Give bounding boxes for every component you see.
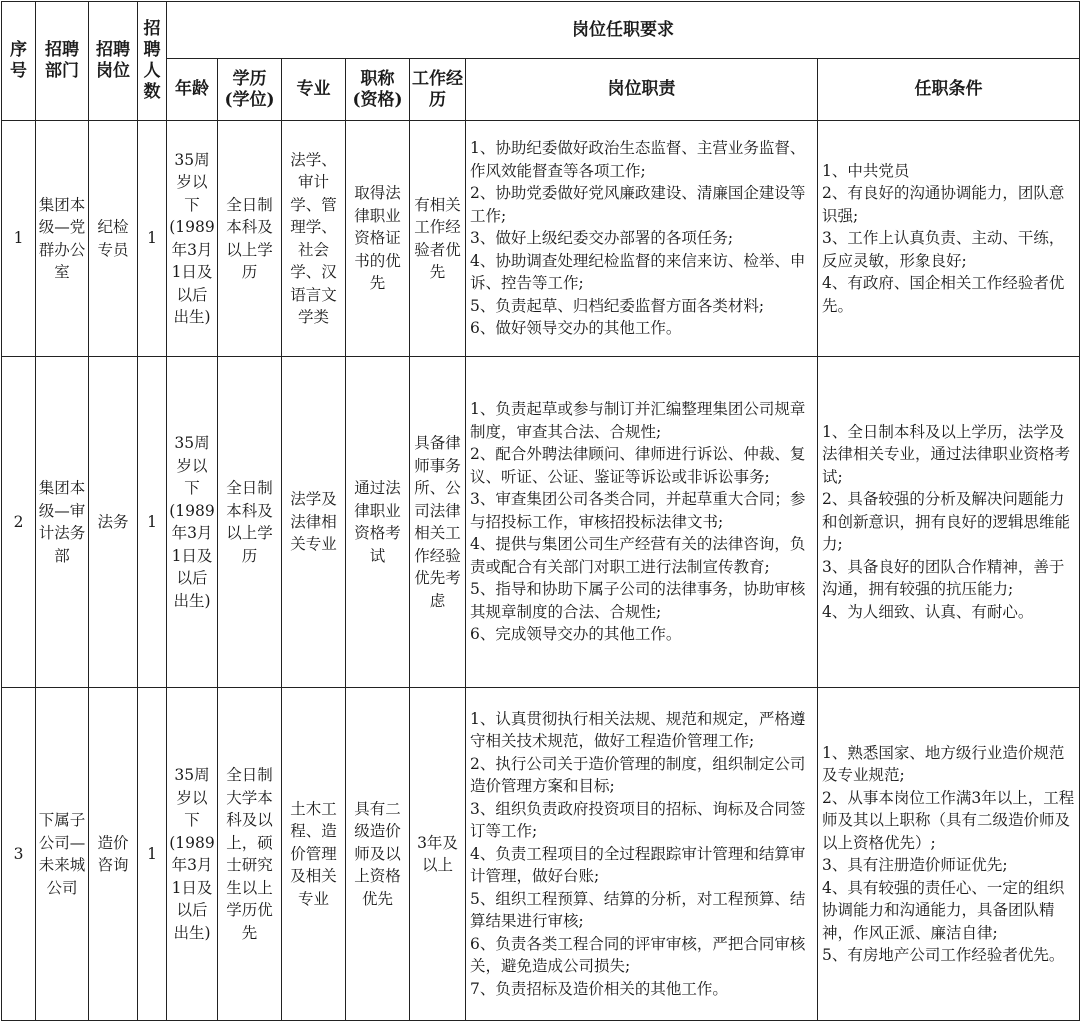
cell-experience: 3年及以上 (410, 688, 466, 1021)
condition-item: 1、熟悉国家、地方级行业造价规范及专业规范; (822, 743, 1065, 784)
cell-title: 通过法律职业资格考试 (346, 357, 410, 688)
header-age: 年龄 (167, 59, 218, 121)
cell-experience: 具备律师事务所、公司法律相关工作经验优先考虑 (410, 357, 466, 688)
cell-experience: 有相关工作经验者优先 (410, 121, 466, 357)
cell-duties (466, 121, 818, 357)
cell-post: 纪检专员 (89, 121, 138, 357)
duty-item: 5、负责起草、归档纪委监督方面各类材料; (470, 296, 765, 315)
cell-conditions (818, 688, 1080, 1021)
header-dept: 招聘部门 (36, 2, 89, 121)
cell-edu: 全日制大学本科及以上，硕士研究生以上学历优先 (218, 688, 282, 1021)
condition-item: 3、具备良好的团队合作精神，善于沟通，拥有较强的抗压能力; (822, 557, 1065, 599)
table-row (2, 688, 1080, 1021)
duty-item: 5、指导和协助下属子公司的法律事务，协助审核其规章制度的合法、合规性; (470, 580, 806, 621)
cell-age: 35周岁以下(1989年3月1日及以后出生) (167, 357, 218, 688)
cell-edu: 全日制本科及以上学历 (218, 357, 282, 688)
cell-dept: 下属子公司—未来城公司 (36, 688, 89, 1021)
duty-item: 3、组织负责政府投资项目的招标、询标及合同签订等工作; (470, 799, 806, 841)
cell-count: 1 (138, 688, 167, 1021)
cell-count: 1 (138, 121, 167, 357)
duty-item: 4、协助调查处理纪检监督的来信来访、检举、申诉、控告等工作; (470, 251, 806, 293)
header-requirements: 岗位任职要求 (167, 2, 1080, 59)
condition-item: 2、从事本岗位工作满3年以上，工程师及其以上职称（具有二级造价师及以上资格优先）; (822, 788, 1075, 852)
cell-seq: 1 (2, 121, 36, 357)
condition-item: 2、具备较强的分析及解决问题能力和创新意识，拥有良好的逻辑思维能力; (822, 490, 1071, 554)
cell-edu: 全日制本科及以上学历 (218, 121, 282, 357)
cell-seq: 2 (2, 357, 36, 688)
cell-age: 35周岁以下(1989年3月1日及以后出生) (167, 121, 218, 357)
condition-item: 2、有良好的沟通协调能力，团队意识强; (822, 184, 1065, 225)
cell-title: 取得法律职业资格证书的优先 (346, 121, 410, 357)
duty-item: 6、负责各类工程合同的评审审核，严把合同审核关，避免造成公司损失; (470, 934, 806, 976)
recruitment-table (1, 1, 1080, 1021)
cell-duties (466, 688, 818, 1021)
cell-major: 土木工程、造价管理及相关专业 (282, 688, 346, 1021)
condition-item: 4、为人细致、认真、有耐心。 (822, 602, 1034, 621)
cell-post: 造价咨询 (89, 688, 138, 1021)
cell-count: 1 (138, 357, 167, 688)
duty-item: 2、配合外聘法律顾问、律师进行诉讼、仲裁、复议、听证、公证、鉴证等诉讼或非诉讼事务; (470, 445, 806, 486)
duty-item: 7、负责招标及造价相关的其他工作。 (470, 979, 728, 998)
table-row (2, 357, 1080, 688)
condition-item: 1、中共党员 (822, 161, 910, 180)
duty-item: 3、做好上级纪委交办部署的各项任务; (470, 229, 734, 248)
duty-item: 3、审查集团公司各类合同，并起草重大合同；参与招投标工作，审核招投标法律文书; (470, 490, 806, 531)
header-title: 职称(资格) (346, 59, 410, 121)
condition-item: 5、有房地产公司工作经验者优先。 (822, 946, 1065, 964)
cell-major: 法学、审计学、管理学、社会学、汉语言文学类 (282, 121, 346, 357)
condition-item: 4、有政府、国企相关工作经验者优先。 (822, 274, 1065, 315)
duty-item: 4、负责工程项目的全过程跟踪审计管理和结算审计管理，做好台账; (470, 844, 806, 886)
condition-item: 3、具有注册造价师证优先; (822, 856, 1008, 874)
duty-item: 2、执行公司关于造价管理的制度，组织制定公司造价管理方案和目标; (470, 754, 806, 796)
cell-dept: 集团本级—审计法务部 (36, 357, 89, 688)
duty-item: 1、负责起草或参与制订并汇编整理集团公司规章制度，审查其合法、合规性; (470, 400, 806, 441)
cell-major: 法学及法律相关专业 (282, 357, 346, 688)
header-conditions: 任职条件 (818, 59, 1080, 121)
duty-item: 1、协助纪委做好政治生态监督、主营业务监督、作风效能督查等各项工作; (470, 139, 806, 180)
cell-seq: 3 (2, 688, 36, 1021)
condition-item: 4、具有较强的责任心、一定的组织协调能力和沟通能力，具备团队精神，作风正派、廉洁自律; (822, 878, 1065, 942)
cell-conditions (818, 121, 1080, 357)
header-post: 招聘岗位 (89, 2, 138, 121)
header-seq: 序号 (2, 2, 36, 121)
duty-item: 6、完成领导交办的其他工作。 (470, 625, 682, 644)
cell-post: 法务 (89, 357, 138, 688)
table-row (2, 121, 1080, 357)
cell-dept: 集团本级—党群办公室 (36, 121, 89, 357)
header-major: 专业 (282, 59, 346, 121)
condition-item: 1、全日制本科及以上学历，法学及法律相关专业，通过法律职业资格考试; (822, 422, 1071, 486)
header-experience: 工作经历 (410, 59, 466, 121)
header-count: 招聘人数 (138, 2, 167, 121)
cell-conditions (818, 357, 1080, 688)
header-edu: 学历(学位) (218, 59, 282, 121)
cell-age: 35周岁以下(1989年3月1日及以后出生) (167, 688, 218, 1021)
condition-item: 3、工作上认真负责、主动、干练，反应灵敏，形象良好; (822, 229, 1065, 270)
cell-duties (466, 357, 818, 688)
duty-item: 2、协助党委做好党风廉政建设、清廉国企建设等工作; (470, 184, 806, 225)
duty-item: 4、提供与集团公司生产经营有关的法律咨询，负责或配合有关部门对职工进行法制宣传教育; (470, 535, 806, 576)
duty-item: 5、组织工程预算、结算的分析，对工程预算、结算结果进行审核; (470, 889, 806, 931)
cell-title: 具有二级造价师及以上资格优先 (346, 688, 410, 1021)
header-duties: 岗位职责 (466, 59, 818, 121)
duty-item: 1、认真贯彻执行相关法规、规范和规定，严格遵守相关技术规范，做好工程造价管理工作; (470, 709, 806, 751)
duty-item: 6、做好领导交办的其他工作。 (470, 319, 682, 338)
